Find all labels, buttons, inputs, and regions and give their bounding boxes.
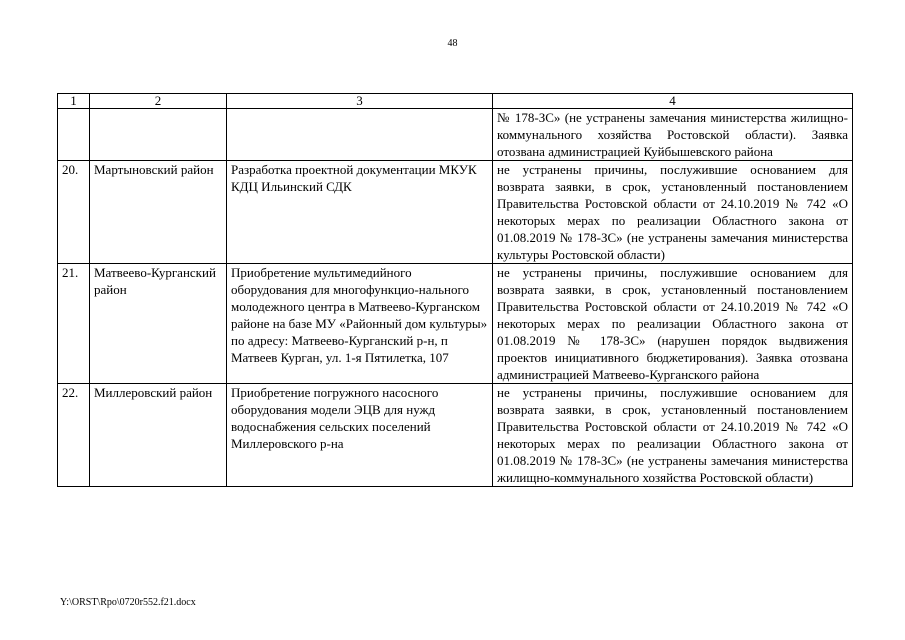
footer-file-path: Y:\ORST\Rpo\0720r552.f21.docx (60, 597, 196, 608)
reason-cell: не устранены причины, послужившие основанием для возврата заявки, в срок, установленный постановлением Правительства Ростовской области от 24.10.2019 № 742 «О некоторых мерах по реализации Областного закона от 01.08.2019 № 178-ЗС» (нарушен порядок выдвижения проектов инициативного бюджетирования). Заявка отозвана администрацией Матвеево-Курганского района (493, 264, 853, 384)
table-header-row (58, 94, 853, 109)
district-cell: Мартыновский район (90, 161, 227, 264)
reason-cell: № 178-ЗС» (не устранены замечания министерства жилищно-коммунального хозяйства Ростовской области). Заявка отозвана администрацией Куйбышевского района (493, 109, 853, 161)
table-row (58, 264, 853, 384)
project-cell: Приобретение погружного насосного оборудования модели ЭЦВ для нужд водоснабжения сельских поселений Миллеровского р-на (227, 384, 493, 487)
reason-cell: не устранены причины, послужившие основанием для возврата заявки, в срок, установленный постановлением Правительства Ростовской области от 24.10.2019 № 742 «О некоторых мерах по реализации Областного закона от 01.08.2019 № 178-ЗС» (не устранены замечания министерства жилищно-коммунального хозяйства Ростовской области) (493, 384, 853, 487)
reason-cell: не устранены причины, послужившие основанием для возврата заявки, в срок, установленный постановлением Правительства Ростовской области от 24.10.2019 № 742 «О некоторых мерах по реализации Областного закона от 01.08.2019 № 178-ЗС» (не устранены замечания министерства культуры Ростовской области) (493, 161, 853, 264)
column-header: 4 (493, 94, 853, 109)
row-number (58, 109, 90, 161)
column-header: 2 (90, 94, 227, 109)
district-cell: Матвеево-Курганский район (90, 264, 227, 384)
column-header: 1 (58, 94, 90, 109)
row-number: 22. (58, 384, 90, 487)
row-number: 20. (58, 161, 90, 264)
row-number: 21. (58, 264, 90, 384)
district-cell: Миллеровский район (90, 384, 227, 487)
project-cell: Приобретение мультимедийного оборудования для многофункцио-нального молодежного центра в Матвеево-Курганском районе на базе МУ «Районный дом культуры» по адресу: Матвеево-Курганский р-н, п Матвеев Курган, ул. 1-я Пятилетка, 107 (227, 264, 493, 384)
project-cell (227, 109, 493, 161)
column-header: 3 (227, 94, 493, 109)
district-cell (90, 109, 227, 161)
projects-table (57, 93, 853, 487)
table-row (58, 384, 853, 487)
table-row (58, 109, 853, 161)
table-row (58, 161, 853, 264)
project-cell: Разработка проектной документации МКУК КДЦ Ильинский СДК (227, 161, 493, 264)
page-number: 48 (447, 38, 458, 49)
